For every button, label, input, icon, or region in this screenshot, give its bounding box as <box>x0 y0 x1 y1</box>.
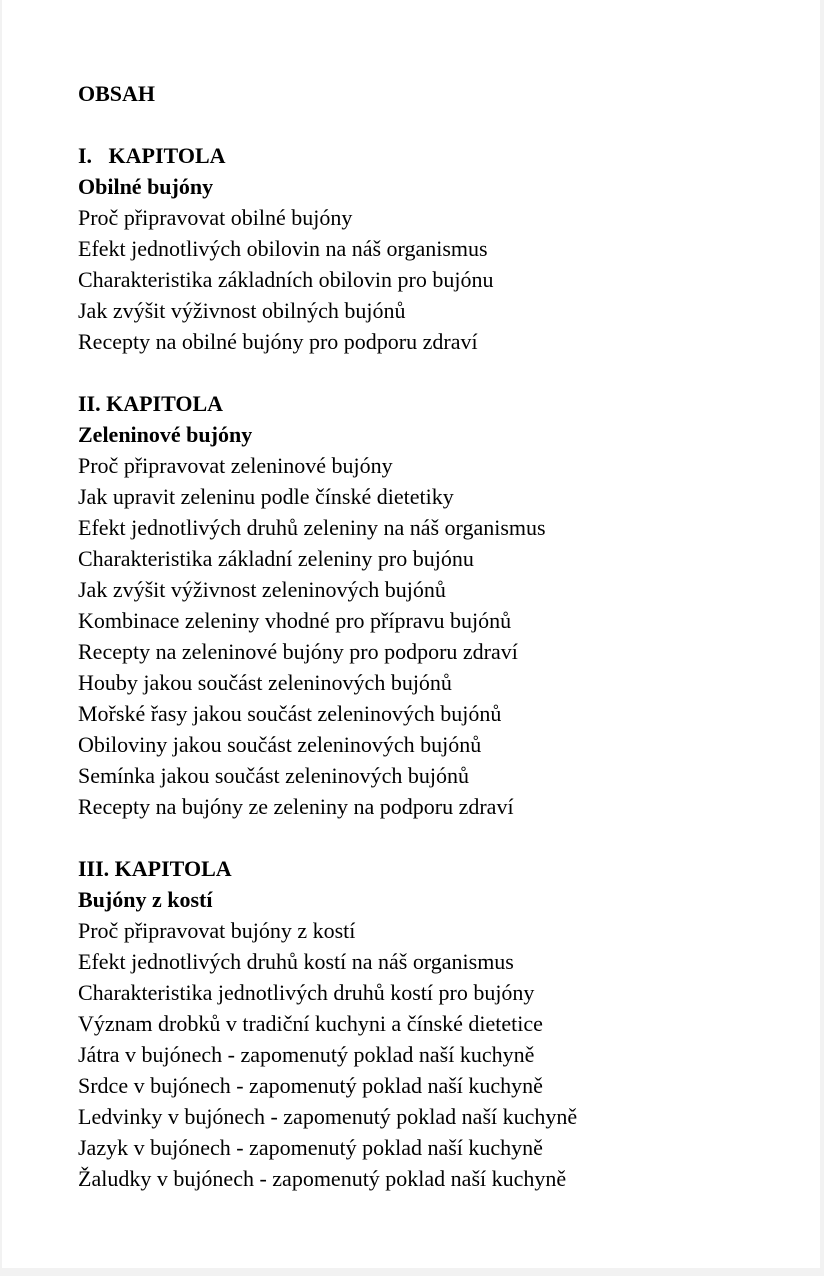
chapter-1 <box>78 140 820 357</box>
toc-item: Ledvinky v bujónech - zapomenutý poklad naší kuchyně <box>78 1104 578 1129</box>
chapter-title: II. KAPITOLA <box>78 391 224 416</box>
toc-item: Mořské řasy jakou součást zeleninových bujónů <box>78 701 502 726</box>
toc-item: Játra v bujónech - zapomenutý poklad naší kuchyně <box>78 1042 535 1067</box>
toc-item: Jak upravit zeleninu podle čínské dietetiky <box>78 484 454 509</box>
toc-item: Jak zvýšit výživnost obilných bujónů <box>78 298 406 323</box>
chapter-2 <box>78 388 820 822</box>
toc-item: Recepty na bujóny ze zeleniny na podporu zdraví <box>78 794 514 819</box>
toc-item: Charakteristika základních obilovin pro bujónu <box>78 267 494 292</box>
chapter-3 <box>78 853 820 1194</box>
toc-item: Proč připravovat bujóny z kostí <box>78 918 356 943</box>
toc-item: Houby jakou součást zeleninových bujónů <box>78 670 452 695</box>
toc-item: Jazyk v bujónech - zapomenutý poklad naší kuchyně <box>78 1135 543 1160</box>
toc-item: Význam drobků v tradiční kuchyni a čínské dietetice <box>78 1011 543 1036</box>
toc-item: Semínka jakou součást zeleninových bujónů <box>78 763 470 788</box>
toc-item: Recepty na zeleninové bujóny pro podporu zdraví <box>78 639 518 664</box>
toc-item: Recepty na obilné bujóny pro podporu zdraví <box>78 329 478 354</box>
chapter-items <box>78 202 820 357</box>
toc-item: Charakteristika jednotlivých druhů kostí pro bujóny <box>78 980 535 1005</box>
chapter-items <box>78 915 820 1194</box>
toc-item: Srdce v bujónech - zapomenutý poklad naší kuchyně <box>78 1073 543 1098</box>
chapter-items <box>78 450 820 822</box>
toc-heading: OBSAH <box>78 81 156 106</box>
toc-item: Efekt jednotlivých druhů kostí na náš organismus <box>78 949 514 974</box>
toc-item: Proč připravovat zeleninové bujóny <box>78 453 393 478</box>
chapter-subtitle: Obilné bujóny <box>78 174 214 199</box>
toc-item: Žaludky v bujónech - zapomenutý poklad naší kuchyně <box>78 1166 567 1191</box>
toc-item: Efekt jednotlivých obilovin na náš organismus <box>78 236 488 261</box>
chapter-title: III. KAPITOLA <box>78 856 232 881</box>
chapter-subtitle: Bujóny z kostí <box>78 887 213 912</box>
chapter-title: I. KAPITOLA <box>78 143 226 168</box>
chapter-subtitle: Zeleninové bujóny <box>78 422 253 447</box>
toc-item: Kombinace zeleniny vhodné pro přípravu bujónů <box>78 608 512 633</box>
toc-item: Obiloviny jakou součást zeleninových bujónů <box>78 732 482 757</box>
document-page <box>2 0 820 1268</box>
toc-item: Jak zvýšit výživnost zeleninových bujónů <box>78 577 446 602</box>
toc-item: Proč připravovat obilné bujóny <box>78 205 353 230</box>
toc-item: Charakteristika základní zeleniny pro bujónu <box>78 546 474 571</box>
toc-item: Efekt jednotlivých druhů zeleniny na náš organismus <box>78 515 546 540</box>
